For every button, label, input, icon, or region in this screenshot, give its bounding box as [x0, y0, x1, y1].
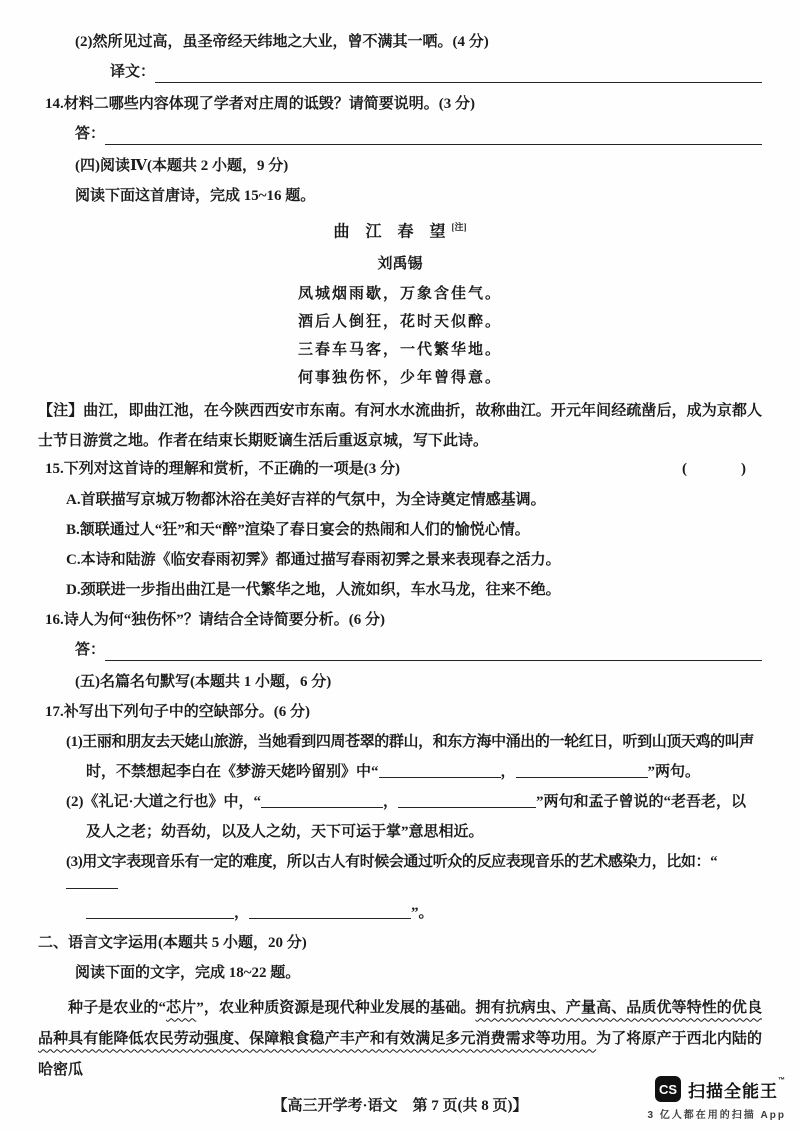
- poem-author: 刘禹锡: [377, 256, 423, 273]
- section5-heading: (五)名篇名句默写(本题共 1 小题，6 分): [75, 674, 332, 691]
- passage-seg4-wavy: 拥有抗病虫、产量高、品质优等特性的优良品种具有能降低农民劳动强度、保障粮食稳产丰产和有效满足多元消费需求等功用。: [38, 1000, 762, 1048]
- q17-item3-line2-suffix: ”。: [411, 905, 434, 922]
- question-13-part2: (2)然所见过高，虽圣帝经天纬地之大业，曾不满其一哂。(4 分): [75, 34, 489, 50]
- poem-line: 三春车马客，一代繁华地。: [297, 342, 502, 359]
- translation-answer-row: [38, 62, 762, 83]
- scanner-watermark: [647, 1076, 786, 1121]
- section4-heading: (四)阅读Ⅳ(本题共 2 小题，9 分): [75, 158, 289, 174]
- q14-answer-row: [38, 124, 762, 145]
- question-17-intro: 17.补写出下列句子中的空缺部分。(6 分): [45, 704, 310, 721]
- q17-item1-line2-prefix: 时，不禁想起李白在《梦游天姥吟留别》中“: [86, 764, 379, 781]
- q17-item1-line1: (1)王丽和朋友去天姥山旅游，当她看到四周苍翠的群山，和东方海中涌出的一轮红日，听到山顶天鸡的叫声: [66, 734, 754, 751]
- poem-footnote: 【注】曲江，即曲江池，在今陕西西安市东南。有河水水流曲折，故称曲江。开元年间经疏凿后，成为京都人士节日游赏之地。作者在结束长期贬谪生活后重返京城，写下此诗。: [38, 403, 762, 450]
- option-d: D.颈联进一步指出曲江是一代繁华之地，人流如织，车水马龙，往来不绝。: [66, 582, 561, 599]
- scanner-tagline: 3 亿人都在用的扫描 App: [647, 1110, 786, 1121]
- camscanner-logo-icon: CS: [655, 1076, 681, 1102]
- answer-blank: [86, 904, 234, 919]
- q17-item1-line2-suffix: ”两句。: [647, 764, 701, 781]
- q17-item3-line2: [38, 903, 762, 924]
- q17-item2-comma: ，: [383, 794, 399, 811]
- question-14: 14.材料二哪些内容体现了学者对庄周的诋毁？请简要说明。(3 分): [45, 96, 475, 112]
- page-footer: 【高三开学考·语文 第 7 页(共 8 页)】: [272, 1098, 528, 1115]
- passage-seg5: 为了将原产于西北内陆的哈密瓜: [38, 1031, 762, 1079]
- q17-item2-line1-prefix: (2)《礼记·大道之行也》中，“: [66, 794, 261, 811]
- passage-seg2-wavy: 芯片: [166, 1000, 197, 1017]
- answer-blank: [398, 793, 536, 808]
- answer-blank: [66, 874, 118, 889]
- answer-brackets: ( ): [682, 461, 754, 478]
- option-a: A.首联描写京城万物都沐浴在美好吉祥的气氛中，为全诗奠定情感基调。: [66, 492, 546, 509]
- answer-blank: [261, 793, 383, 808]
- poem-title-text: 曲 江 春 望: [333, 223, 452, 241]
- answer-line: [105, 642, 762, 661]
- q17-item2-line1-suffix: ”两句和孟子曾说的“老吾老，以: [536, 794, 747, 811]
- passage-seg3: ”，农业种质资源是现代种业发展的基础。: [196, 1000, 476, 1017]
- q17-item1-line2: [38, 762, 762, 783]
- scanner-logo-row: [647, 1076, 786, 1102]
- scanner-app-name-text: 扫描全能王: [688, 1081, 778, 1101]
- section4-instruction: 阅读下面这首唐诗，完成 15~16 题。: [75, 188, 316, 204]
- q16-answer-row: [38, 640, 762, 661]
- answer-line: [105, 126, 762, 145]
- question-15-text: 15.下列对这首诗的理解和赏析，不正确的一项是(3 分): [45, 461, 400, 478]
- section-two-instruction: 阅读下面的文字，完成 18~22 题。: [75, 965, 301, 982]
- q17-item1-comma: ，: [500, 764, 516, 781]
- trademark-symbol: ™: [778, 1076, 786, 1084]
- poem-line: 凤城烟雨歇，万象含佳气。: [297, 286, 502, 303]
- section-two-heading: 二、语言文字运用(本题共 5 小题，20 分): [38, 935, 307, 952]
- scanner-app-name: [688, 1077, 786, 1102]
- question-15: [38, 459, 762, 480]
- q17-item3-line1-text: (3)用文字表现音乐有一定的难度，所以古人有时候会通过听众的反应表现音乐的艺术感染力，比如：“: [66, 854, 718, 871]
- poem-line: 何事独伤怀，少年曾得意。: [297, 370, 502, 387]
- poem-title: [38, 216, 762, 243]
- q17-item3-line1: [38, 852, 762, 894]
- q17-item2-line2: 及人之老；幼吾幼，以及人之幼，天下可运于掌”意思相近。: [86, 824, 484, 841]
- translation-label: 译文：: [110, 64, 156, 80]
- q17-item2-line1: [38, 792, 762, 813]
- poem-line: 酒后人倒狂，花时天似醉。: [297, 314, 502, 331]
- passage-seg1: 种子是农业的“: [68, 1000, 167, 1017]
- answer-blank: [516, 763, 648, 778]
- option-b: B.颔联通过人“狂”和天“醉”渲染了春日宴会的热闹和人们的愉悦心情。: [66, 522, 530, 539]
- answer-blank: [249, 904, 411, 919]
- answer-line: [155, 64, 762, 83]
- reading-passage: [38, 993, 762, 1086]
- option-c: C.本诗和陆游《临安春雨初霁》都通过描写春雨初霁之景来表现春之活力。: [66, 552, 561, 569]
- poem-title-note-marker: [注]: [451, 222, 467, 232]
- answer-label: 答：: [75, 642, 106, 659]
- q17-item3-comma: ，: [234, 905, 250, 922]
- question-16: 16.诗人为何“独伤怀”？请结合全诗简要分析。(6 分): [45, 612, 385, 629]
- answer-label: 答：: [75, 126, 106, 142]
- answer-blank: [379, 763, 501, 778]
